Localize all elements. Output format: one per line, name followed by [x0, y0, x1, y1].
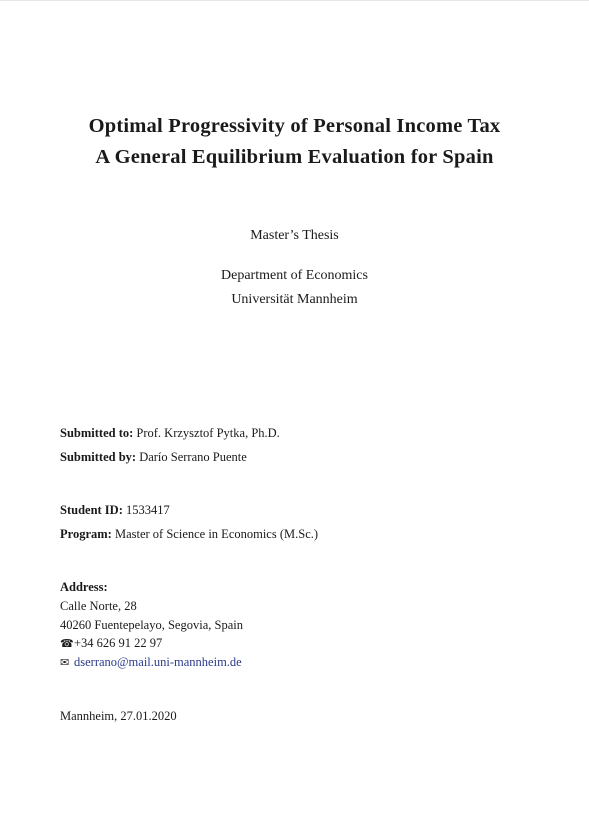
submitted-to-label: Submitted to: [60, 426, 134, 440]
place-and-date: Mannheim, 27.01.2020 [60, 709, 177, 723]
thesis-title-line-2: A General Equilibrium Evaluation for Spain [95, 146, 494, 168]
student-id-label: Student ID: [60, 503, 123, 517]
student-id-value: 1533417 [126, 503, 170, 517]
address-email-line [60, 655, 242, 670]
department-name: Department of Economics [221, 268, 368, 283]
program-value: Master of Science in Economics (M.Sc.) [114, 527, 319, 541]
mail-icon: ✉ [60, 657, 70, 669]
thesis-title-line-1: Optimal Progressivity of Personal Income Tax [88, 115, 501, 137]
address-heading: Address: [60, 580, 108, 594]
address-phone-line [60, 636, 162, 651]
thesis-type: Master’s Thesis [250, 228, 339, 243]
address-phone: +34 626 91 22 97 [74, 636, 163, 650]
submitted-by-line [60, 450, 247, 465]
submitted-to-value: Prof. Krzysztof Pytka, Ph.D. [136, 426, 280, 440]
submitted-by-label: Submitted by: [60, 450, 137, 464]
university-name: Universität Mannheim [231, 292, 358, 307]
address-street: Calle Norte, 28 [60, 599, 137, 613]
program-line [60, 527, 318, 542]
email-link[interactable]: dserrano@mail.uni-mannheim.de [74, 655, 242, 669]
student-id-line [60, 503, 170, 518]
submitted-by-value: Darío Serrano Puente [139, 450, 247, 464]
phone-icon: ☎ [60, 638, 74, 650]
top-divider [0, 0, 589, 1]
submitted-to-line [60, 426, 280, 441]
program-label: Program: [60, 527, 112, 541]
address-city: 40260 Fuentepelayo, Segovia, Spain [60, 618, 243, 632]
